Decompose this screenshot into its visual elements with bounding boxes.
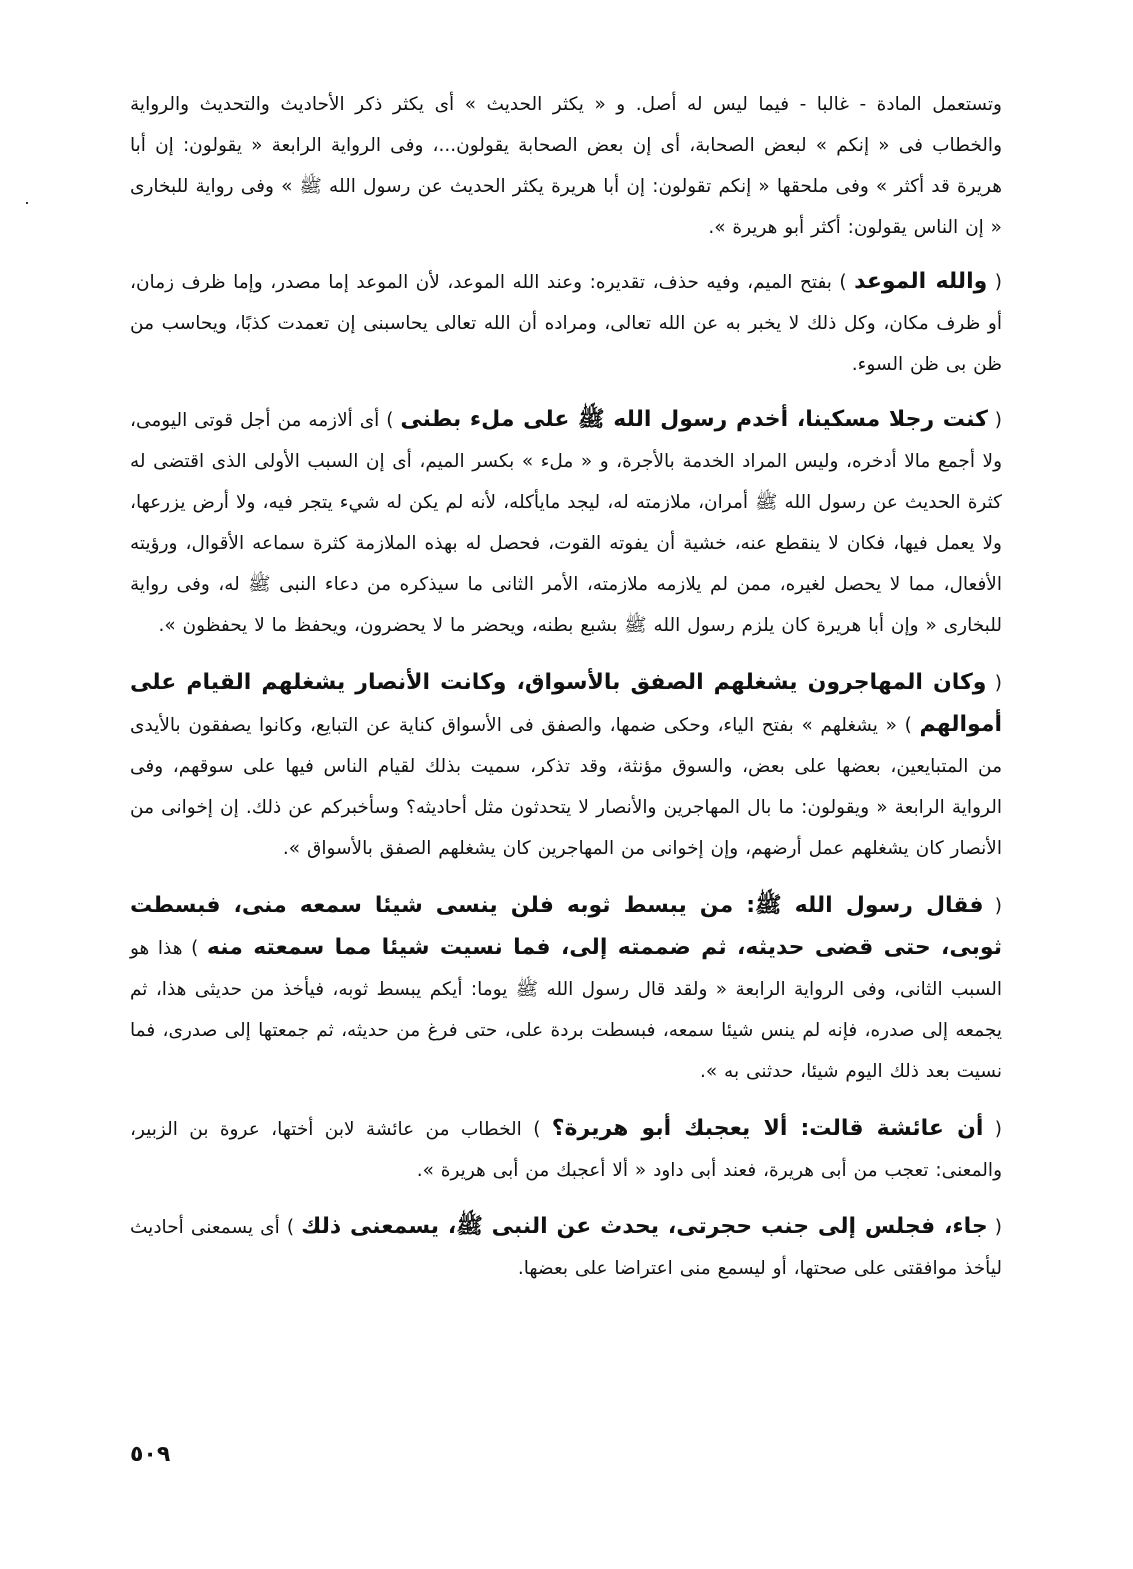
paragraph-3-open: ( [987, 410, 1002, 431]
paragraph-6-open: ( [983, 1119, 1003, 1140]
paragraph-1 [130, 84, 1002, 248]
commentary-text [130, 84, 1002, 1289]
paragraph-5-lemma: فقال رسول الله ﷺ: من يبسط ثوبه فلن ينسى شيئا سمعه منى، فبسطت ثوبى، حتى قضى حديثه، ثم ضممته إلى، فما نسيت شيئا مما سمعته منه [130, 893, 1002, 960]
paragraph-7-open: ( [987, 1217, 1002, 1238]
paragraph-4-lemma: وكان المهاجرون يشغلهم الصفق بالأسواق، وكانت الأنصار يشغلهم القيام على أموالهم [130, 670, 1002, 737]
paragraph-2 [130, 261, 1002, 385]
paragraph-5-open: ( [983, 896, 1002, 917]
paragraph-4 [130, 662, 1002, 869]
paragraph-2-open: ( [987, 272, 1002, 293]
page-number: ٥٠٩ [130, 1442, 171, 1467]
paragraph-3 [130, 399, 1002, 646]
paragraph-4-body: ) « يشغلهم » بفتح الياء، وحكى ضمها، والصفق فى الأسواق كناية عن التبايع، وكانوا يصفقون بالأيدى من المتبايعين، بعضها على بعض، والسوق مؤنثة، وقد تذكر، سميت بذلك لقيام الناس فيها على سوقهم، وفى الرواية الرابعة « ويقولون: ما بال المهاجرين والأنصار لا يتحدثون مثل أحاديثه؟ وسأخبركم عن ذلك. إن إخوانى من الأنصار كان يشغلهم عمل أرضهم، وإن إخوانى من المهاجرين كان يشغلهم الصفق بالأسواق ». [130, 715, 1002, 859]
paragraph-5 [130, 885, 1002, 1092]
paragraph-7 [130, 1206, 1002, 1289]
paragraph-3-body: ) أى ألازمه من أجل قوتى اليومى، ولا أجمع مالا أدخره، وليس المراد الخدمة بالأجرة، و « ملء » بكسر الميم، أى إن السبب الأولى الذى اقتضى له كثرة الحديث عن رسول الله ﷺ أمران، ملازمته له، ليجد مايأكله، لأنه لم يكن له شيء يتجر فيه، ولا أرض يزرعها، ولا يعمل فيها، فكان لا ينقطع عنه، خشية أن يفوته القوت، فحصل له بهذه الملازمة كثرة سماعه الأقوال، ورؤيته الأفعال، مما لا يحصل لغيره، ممن لم يلازمه ملازمته، الأمر الثانى ما سيذكره من دعاء النبى ﷺ له، وفى رواية للبخارى « وإن أبا هريرة كان يلزم رسول الله ﷺ بشبع بطنه، ويحضر ما لا يحضرون، ويحفظ ما لا يحفظون ». [130, 410, 1002, 636]
paragraph-2-lemma: والله الموعد [854, 269, 988, 294]
paragraph-7-body: ) أى يسمعنى أحاديث ليأخذ موافقتى على صحتها، أو ليسمع منى اعتراضا على بعضها. [130, 1217, 1002, 1279]
paragraph-6-lemma: أن عائشة قالت: ألا يعجبك أبو هريرة؟ [551, 1116, 984, 1141]
paragraph-3-lemma: كنت رجلا مسكينا، أخدم رسول الله ﷺ على ملء بطنى [400, 407, 988, 432]
paragraph-5-body: ) هذا هو السبب الثانى، وفى الرواية الرابعة « ولقد قال رسول الله ﷺ يوما: أيكم يبسط ثوبه، فيأخذ من حديثى هذا، ثم يجمعه إلى صدره، فإنه لم ينس شيئا سمعه، فبسطت بردة على، حتى فرغ من حديثه، ثم جمعتها إلى صدرى، فما نسيت بعد ذلك اليوم شيئا، حدثنى به ». [130, 938, 1002, 1082]
paragraph-6-body: ) الخطاب من عائشة لابن أختها، عروة بن الزبير، والمعنى: تعجب من أبى هريرة، فعند أبى داود « ألا أعجبك من أبى هريرة ». [130, 1119, 1002, 1181]
paragraph-7-lemma: جاء، فجلس إلى جنب حجرتى، يحدث عن النبى ﷺ، يسمعنى ذلك [301, 1214, 988, 1239]
margin-speck [26, 202, 28, 204]
paragraph-4-open: ( [986, 673, 1002, 694]
paragraph-2-body: ) بفتح الميم، وفيه حذف، تقديره: وعند الله الموعد، لأن الموعد إما مصدر، وإما ظرف زمان، أو ظرف مكان، وكل ذلك لا يخبر به عن الله تعالى، ومراده أن الله تعالى يحاسبنى إن تعمدت كذبًا، ويحاسب من ظن بى ظن السوء. [130, 272, 1002, 375]
paragraph-1-body: وتستعمل المادة - غالبا - فيما ليس له أصل. و « يكثر الحديث » أى يكثر ذكر الأحاديث والتحديث والرواية والخطاب فى « إنكم » لبعض الصحابة، أى إن بعض الصحابة يقولون...، وفى الرواية الرابعة « يقولون: إن أبا هريرة قد أكثر » وفى ملحقها « إنكم تقولون: إن أبا هريرة يكثر الحديث عن رسول الله ﷺ » وفى رواية للبخارى « إن الناس يقولون: أكثر أبو هريرة ». [130, 94, 1002, 238]
paragraph-6 [130, 1108, 1002, 1191]
